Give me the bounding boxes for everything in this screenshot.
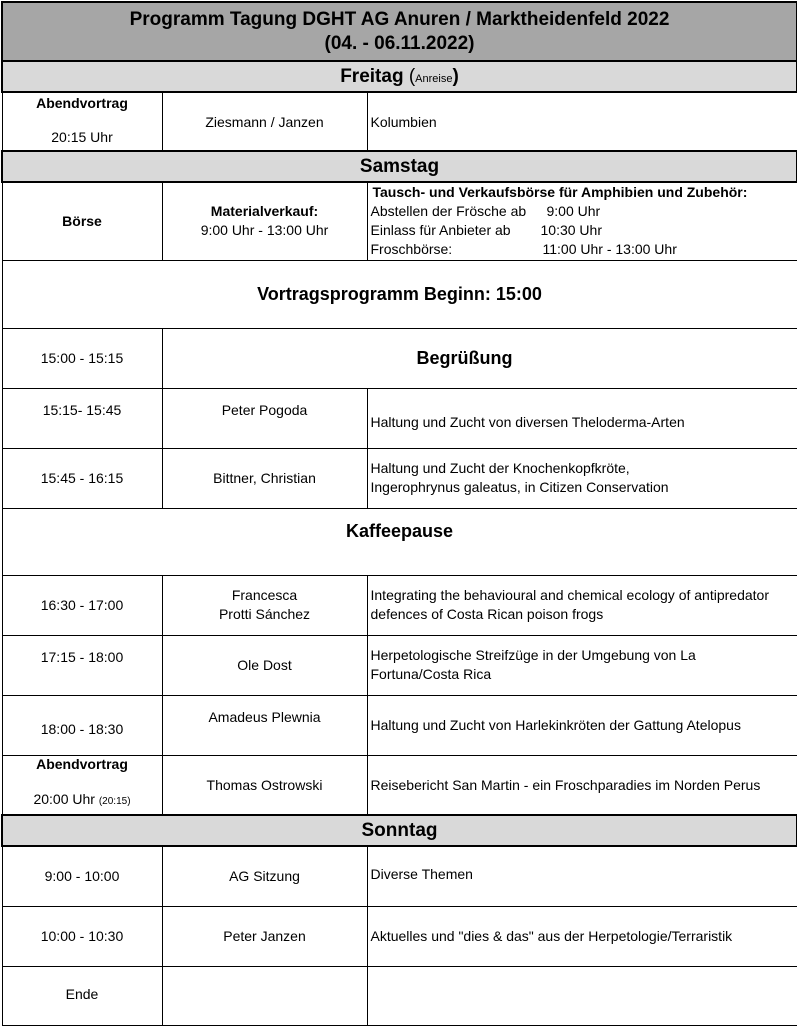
program-title (2, 2, 797, 61)
talk-topic: Haltung und Zucht von diversen Theloderma-Arten (367, 388, 797, 448)
day-header-friday (2, 61, 797, 92)
title-row (2, 2, 797, 61)
table-row (2, 846, 797, 906)
material-title: Materialverkauf: (210, 203, 319, 220)
sunday-topic: Aktuelles und "dies & das" aus der Herpetologie/Terraristik (367, 906, 797, 966)
day-row-saturday (2, 151, 797, 182)
talk-time: 18:00 - 18:30 (2, 695, 162, 755)
table-row (2, 328, 797, 388)
table-row (2, 388, 797, 448)
empty-cell (162, 966, 367, 1025)
material-cell (162, 182, 367, 260)
table-row (2, 575, 797, 635)
friday-talk-label: Abendvortrag (36, 94, 128, 111)
end-label: Ende (2, 966, 162, 1025)
table-row (2, 966, 797, 1025)
evening-speaker: Thomas Ostrowski (162, 755, 367, 815)
program-heading-row (2, 260, 797, 328)
day-header-sunday: Sonntag (2, 815, 797, 846)
sunday-speaker: AG Sitzung (162, 846, 367, 906)
talk-topic: Integrating the behavioural and chemical ecology of antipredator defences of Costa Rican poison frogs (367, 575, 797, 635)
sunday-time: 10:00 - 10:30 (2, 906, 162, 966)
talk-speaker: Amadeus Plewnia (162, 695, 367, 755)
table-row (2, 695, 797, 755)
talk-speaker: Peter Pogoda (162, 388, 367, 448)
talk-time: 16:30 - 17:00 (2, 575, 162, 635)
sunday-time: 9:00 - 10:00 (2, 846, 162, 906)
talk-topic: Haltung und Zucht von Harlekinkröten der Gattung Atelopus (367, 695, 797, 755)
table-row (2, 906, 797, 966)
talk-speaker: Ole Dost (162, 635, 367, 695)
talk-time: 17:15 - 18:00 (2, 635, 162, 695)
exchange-row: Froschbörse: 11:00 Uhr - 13:00 Uhr (370, 241, 677, 257)
talk-topic: Haltung und Zucht der Knochenkopfkröte, Ingerophrynus galeatus, in Citizen Conservation (367, 448, 797, 508)
evening-topic: Reisebericht San Martin - ein Froschparadies im Norden Perus (367, 755, 797, 815)
day-row-friday (2, 61, 797, 92)
table-row (2, 448, 797, 508)
talk-time: 15:45 - 16:15 (2, 448, 162, 508)
evening-talk-time-line (3, 791, 162, 807)
day-header-saturday: Samstag (2, 151, 797, 182)
table-row (2, 182, 797, 260)
paren-open: ( (408, 65, 416, 87)
table-row (2, 635, 797, 695)
program-dates: (04. - 06.11.2022) (324, 32, 475, 54)
coffee-break: Kaffeepause (2, 508, 797, 575)
talk-speaker: Francesca Protti Sánchez (162, 575, 367, 635)
welcome-title: Begrüßung (162, 328, 797, 388)
friday-speaker: Ziesmann / Janzen (162, 92, 367, 151)
talk-speaker: Bittner, Christian (162, 448, 367, 508)
boerse-label: Börse (2, 182, 162, 260)
friday-talk-time: 20:15 Uhr (51, 128, 113, 145)
sunday-topic: Diverse Themen (367, 846, 797, 906)
evening-talk-time-note: (20:15) (98, 796, 131, 808)
day-title-friday: Freitag (340, 65, 404, 87)
material-time: 9:00 Uhr - 13:00 Uhr (200, 222, 329, 239)
sunday-speaker: Peter Janzen (162, 906, 367, 966)
talk-topic: Herpetologische Streifzüge in der Umgebung von La Fortuna/Costa Rica (367, 635, 797, 695)
program-title-text: Programm Tagung DGHT AG Anuren / Marktheidenfeld 2022 (129, 8, 670, 30)
exchange-cell (367, 182, 797, 260)
evening-talk-cell (2, 755, 162, 815)
arrival-note: Anreise (415, 72, 453, 85)
exchange-title: Tausch- und Verkaufsbörse für Amphibien und Zubehör: (372, 184, 748, 200)
exchange-row: Einlass für Anbieter ab 10:30 Uhr (370, 222, 602, 238)
empty-cell (367, 966, 797, 1025)
evening-talk-time: 20:00 Uhr (33, 791, 95, 808)
talk-time: 15:15- 15:45 (2, 388, 162, 448)
evening-talk-label: Abendvortrag (36, 756, 128, 773)
table-row (2, 92, 797, 151)
program-heading: Vortragsprogramm Beginn: 15:00 (2, 260, 797, 328)
break-row (2, 508, 797, 575)
friday-talk-cell (2, 92, 162, 151)
program-table (1, 1, 797, 1026)
table-row (2, 755, 797, 815)
day-row-sunday (2, 815, 797, 846)
friday-topic: Kolumbien (367, 92, 797, 151)
welcome-time: 15:00 - 15:15 (2, 328, 162, 388)
exchange-row: Abstellen der Frösche ab 9:00 Uhr (370, 203, 601, 219)
paren-close: ) (452, 65, 459, 87)
